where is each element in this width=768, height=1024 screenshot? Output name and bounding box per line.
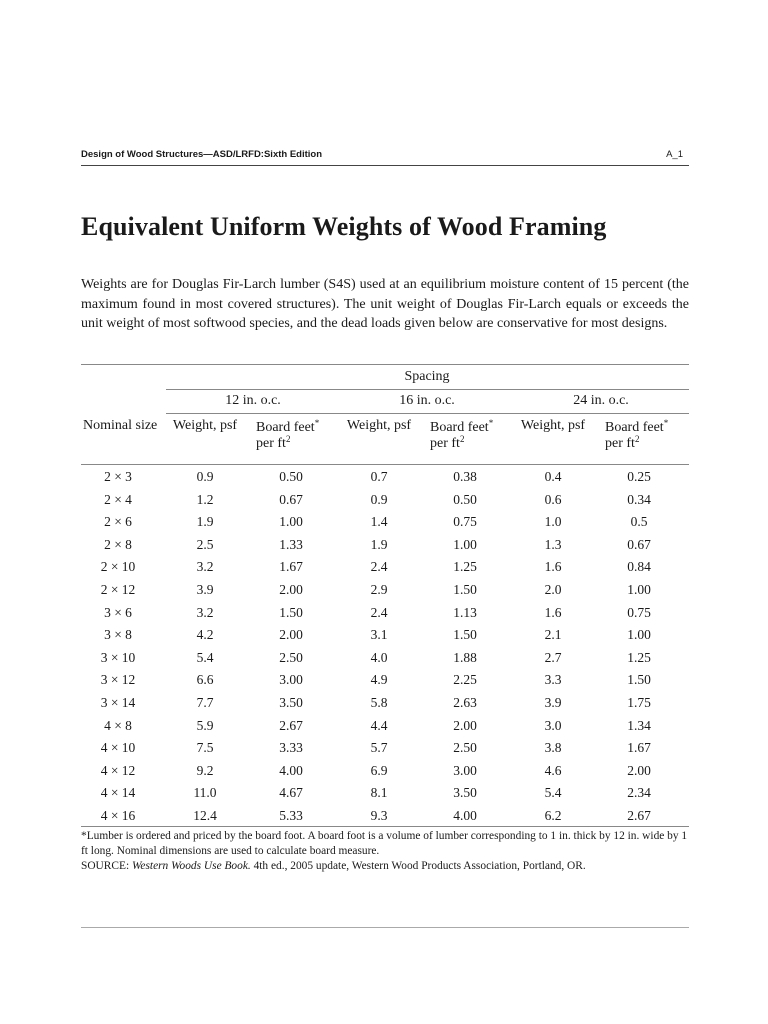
header-bottom-rule xyxy=(81,464,689,465)
cell-nominal-size: 4 × 12 xyxy=(100,762,136,778)
cell-weight-24: 1.0 xyxy=(544,514,562,530)
spacing-sub-rule xyxy=(166,413,689,414)
cell-board-feet-24: 1.50 xyxy=(627,672,651,688)
cell-board-feet-16: 2.50 xyxy=(453,740,477,756)
cell-weight-24: 3.8 xyxy=(544,740,562,756)
cell-board-feet-12: 4.00 xyxy=(279,762,303,778)
cell-weight-12: 5.9 xyxy=(196,717,214,733)
cell-weight-12: 11.0 xyxy=(193,785,217,801)
cell-board-feet-12: 3.50 xyxy=(279,695,303,710)
cell-board-feet-12: 2.67 xyxy=(279,717,303,733)
cell-weight-24: 3.9 xyxy=(544,695,562,710)
cell-weight-24: 3.3 xyxy=(544,672,562,688)
cell-weight-16: 5.7 xyxy=(370,740,388,756)
source-details: 4th ed., 2005 update, Western Wood Products Association, Portland, OR. xyxy=(250,860,586,872)
page-title: Equivalent Uniform Weights of Wood Framing xyxy=(81,212,607,241)
cell-weight-24: 2.0 xyxy=(544,582,562,597)
cell-weight-24: 2.1 xyxy=(544,627,562,643)
cell-board-feet-16: 2.63 xyxy=(453,695,477,710)
spacing-header: Spacing xyxy=(404,369,450,384)
cell-weight-12: 4.2 xyxy=(196,627,214,643)
board-feet-header-16: Board feet* per $ft^2$ xyxy=(430,418,494,451)
cell-weight-12: 1.2 xyxy=(196,491,214,507)
cell-weight-24: 1.3 xyxy=(544,536,562,552)
cell-board-feet-16: 0.75 xyxy=(453,514,477,530)
cell-weight-24: 1.6 xyxy=(544,604,562,620)
weight-header-16: Weight, psf xyxy=(346,418,412,433)
cell-board-feet-12: 4.67 xyxy=(279,785,303,801)
cell-board-feet-24: 1.75 xyxy=(627,695,651,710)
cell-board-feet-24: 1.34 xyxy=(627,717,651,733)
cell-board-feet-16: 1.50 xyxy=(453,627,477,643)
cell-weight-24: 2.7 xyxy=(544,649,562,665)
cell-nominal-size: 2 × 8 xyxy=(104,536,132,552)
footnote xyxy=(81,829,689,874)
intro-paragraph: Weights are for Douglas Fir-Larch lumber (S4S) used at an equilibrium moisture content of 15 percent (the maximum found in most covered structures). The unit weight of Douglas Fir-Larch equals or exceeds the unit weight of most softwood species, and the dead loads given below are conservative for most designs. xyxy=(81,277,689,331)
cell-board-feet-12: 0.50 xyxy=(279,469,303,484)
weight-header-24: Weight, psf xyxy=(520,418,586,433)
spacing-16-header: 16 in. o.c. xyxy=(399,393,455,408)
cell-board-feet-16: 1.00 xyxy=(453,536,477,552)
cell-board-feet-24: 1.25 xyxy=(627,649,651,665)
cell-board-feet-12: 2.00 xyxy=(279,627,303,643)
nominal-size-header: Nominal size xyxy=(83,418,158,433)
cell-board-feet-16: 2.25 xyxy=(453,672,477,688)
cell-board-feet-24: 0.75 xyxy=(627,604,651,620)
cell-board-feet-24: 1.00 xyxy=(627,627,651,643)
cell-board-feet-12: 2.50 xyxy=(279,649,303,665)
cell-weight-16: 0.9 xyxy=(370,491,388,507)
cell-board-feet-16: 1.25 xyxy=(453,559,477,575)
cell-board-feet-12: 2.00 xyxy=(279,582,303,597)
cell-board-feet-16: 2.00 xyxy=(453,717,477,733)
cell-nominal-size: 3 × 10 xyxy=(100,649,136,665)
cell-weight-12: 7.5 xyxy=(196,740,214,756)
cell-nominal-size: 2 × 6 xyxy=(104,514,132,530)
cell-board-feet-24: 0.34 xyxy=(627,491,651,507)
table-bottom-rule xyxy=(81,826,689,827)
cell-weight-24: 4.6 xyxy=(544,762,562,778)
cell-weight-16: 3.1 xyxy=(370,627,388,643)
cell-board-feet-24: 1.00 xyxy=(627,582,651,597)
cell-weight-12: 7.7 xyxy=(196,695,214,710)
cell-board-feet-16: 4.00 xyxy=(453,808,477,823)
cell-nominal-size: 2 × 10 xyxy=(100,559,136,575)
cell-weight-16: 2.9 xyxy=(370,582,388,597)
running-head xyxy=(81,147,689,166)
cell-weight-12: 9.2 xyxy=(196,762,214,778)
cell-nominal-size: 3 × 14 xyxy=(100,695,136,710)
cell-board-feet-24: 2.67 xyxy=(627,808,651,823)
cell-weight-12: 3.2 xyxy=(196,604,214,620)
spacing-12-header: 12 in. o.c. xyxy=(225,393,281,408)
page-bottom-rule xyxy=(81,927,689,928)
cell-weight-24: 0.6 xyxy=(544,491,562,507)
cell-board-feet-12: 3.33 xyxy=(279,740,303,756)
cell-weight-16: 4.4 xyxy=(370,717,388,733)
cell-board-feet-12: 1.33 xyxy=(279,536,303,552)
source-title: Western Woods Use Book. xyxy=(131,860,251,872)
cell-weight-12: 12.4 xyxy=(193,808,217,823)
cell-weight-24: 5.4 xyxy=(544,785,562,801)
board-feet-header-12: Board feet* per $ft^2$ xyxy=(256,418,320,451)
cell-nominal-size: 4 × 10 xyxy=(100,740,136,756)
cell-weight-12: 1.9 xyxy=(196,514,214,530)
cell-weight-16: 4.0 xyxy=(370,649,388,665)
cell-board-feet-24: 0.84 xyxy=(627,559,651,575)
cell-board-feet-12: 1.00 xyxy=(279,514,303,530)
cell-board-feet-12: 0.67 xyxy=(279,491,303,507)
cell-weight-12: 6.6 xyxy=(196,672,214,688)
cell-weight-16: 0.7 xyxy=(370,469,388,484)
cell-board-feet-16: 1.50 xyxy=(453,582,477,597)
cell-nominal-size: 3 × 12 xyxy=(100,672,136,688)
cell-board-feet-24: 0.5 xyxy=(630,514,648,530)
cell-nominal-size: 3 × 8 xyxy=(104,627,132,643)
cell-weight-16: 2.4 xyxy=(370,559,388,575)
cell-board-feet-24: 2.34 xyxy=(627,785,651,801)
cell-weight-24: 6.2 xyxy=(544,808,562,823)
cell-board-feet-12: 3.00 xyxy=(279,672,303,688)
page-number: A_1 xyxy=(666,149,683,160)
cell-weight-16: 5.8 xyxy=(370,695,388,710)
cell-weight-16: 1.4 xyxy=(370,514,388,530)
cell-weight-16: 8.1 xyxy=(370,785,388,801)
cell-board-feet-16: 1.13 xyxy=(453,604,477,620)
book-title: Design of Wood Structures—ASD/LRFD:Sixth Edition xyxy=(81,149,323,160)
spacing-rule xyxy=(166,389,689,390)
cell-weight-16: 2.4 xyxy=(370,604,388,620)
cell-nominal-size: 4 × 16 xyxy=(100,808,136,823)
cell-board-feet-12: 5.33 xyxy=(279,808,303,823)
cell-board-feet-24: 1.67 xyxy=(627,740,651,756)
cell-board-feet-16: 3.00 xyxy=(453,762,477,778)
cell-weight-16: 6.9 xyxy=(370,762,388,778)
cell-weight-16: 4.9 xyxy=(370,672,388,688)
cell-board-feet-24: 0.25 xyxy=(627,469,651,484)
cell-board-feet-16: 0.50 xyxy=(453,491,477,507)
weight-header-12: Weight, psf xyxy=(172,418,238,433)
cell-board-feet-24: 2.00 xyxy=(627,762,651,778)
footnote-text: *Lumber is ordered and priced by the board foot. A board foot is a volume of lumber corresponding to 1 in. thick by 12 in. wide by 1 ft long. Nominal dimensions are used to calculate board measure. xyxy=(81,830,688,857)
board-feet-header-24: Board feet* per $ft^2$ xyxy=(605,418,669,451)
spacing-24-header: 24 in. o.c. xyxy=(573,393,629,408)
cell-weight-12: 3.2 xyxy=(196,559,214,575)
cell-weight-24: 1.6 xyxy=(544,559,562,575)
cell-board-feet-16: 3.50 xyxy=(453,785,477,801)
cell-nominal-size: 2 × 12 xyxy=(100,582,136,597)
cell-board-feet-16: 0.38 xyxy=(453,469,477,484)
cell-weight-16: 1.9 xyxy=(370,536,388,552)
cell-weight-12: 5.4 xyxy=(196,649,214,665)
cell-weight-12: 0.9 xyxy=(196,469,214,484)
cell-nominal-size: 4 × 14 xyxy=(100,785,136,801)
cell-nominal-size: 2 × 4 xyxy=(104,491,132,507)
cell-weight-12: 3.9 xyxy=(196,582,214,597)
cell-nominal-size: 4 × 8 xyxy=(104,717,132,733)
cell-nominal-size: 2 × 3 xyxy=(104,469,132,484)
cell-weight-16: 9.3 xyxy=(370,808,388,823)
source-label: SOURCE: xyxy=(81,860,130,872)
cell-board-feet-12: 1.67 xyxy=(279,559,303,575)
table-top-rule xyxy=(81,364,689,365)
cell-nominal-size: 3 × 6 xyxy=(104,604,132,620)
cell-weight-12: 2.5 xyxy=(196,536,214,552)
cell-weight-24: 3.0 xyxy=(544,717,562,733)
cell-weight-24: 0.4 xyxy=(544,469,562,484)
cell-board-feet-24: 0.67 xyxy=(627,536,651,552)
cell-board-feet-12: 1.50 xyxy=(279,604,303,620)
cell-board-feet-16: 1.88 xyxy=(453,649,477,665)
